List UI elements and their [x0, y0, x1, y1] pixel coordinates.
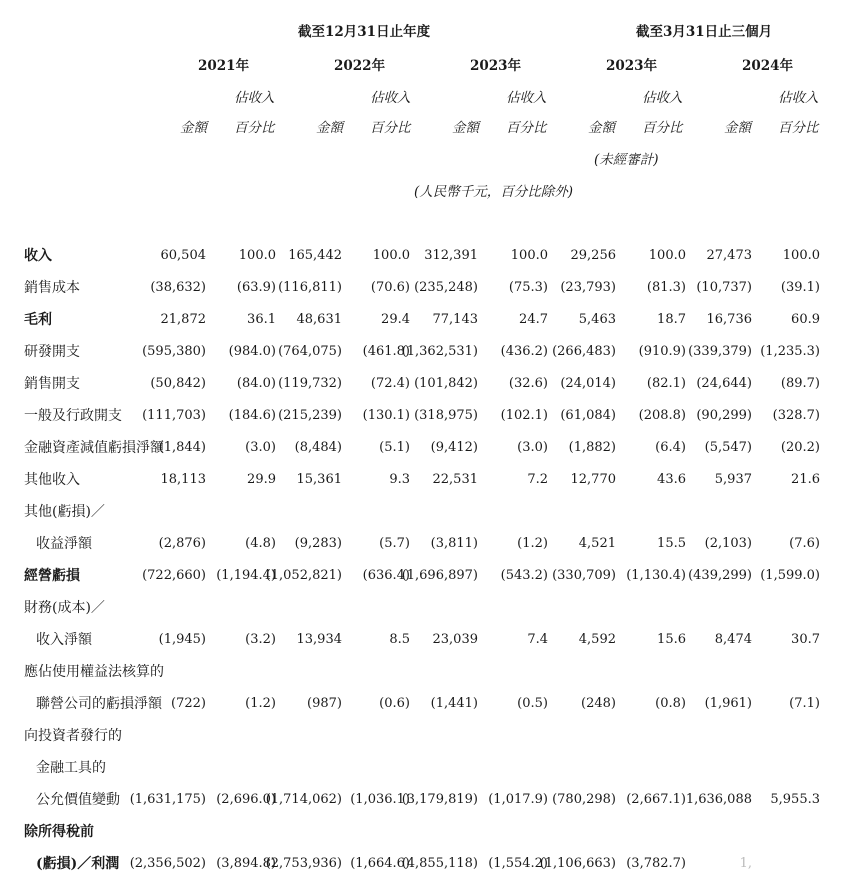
- pct-header-line1: 佔收入: [370, 90, 411, 106]
- percent-cell: (130.1): [362, 408, 410, 423]
- amount-cell: 29,256: [570, 248, 616, 263]
- amount-header: 金額: [452, 120, 479, 136]
- amount-cell: (2,876): [158, 536, 206, 551]
- amount-cell: (61,084): [560, 408, 616, 423]
- percent-cell: 7.2: [527, 472, 548, 487]
- amount-cell: (1,945): [158, 632, 206, 647]
- percent-cell: (102.1): [500, 408, 548, 423]
- amount-cell: 18,113: [160, 472, 206, 487]
- percent-cell: (2,696.0): [216, 792, 276, 807]
- amount-cell: 27,473: [706, 248, 752, 263]
- percent-cell: (89.7): [780, 376, 820, 391]
- amount-cell: 165,442: [288, 248, 342, 263]
- percent-cell: (32.6): [508, 376, 548, 391]
- amount-cell: (24,644): [696, 376, 752, 391]
- amount-cell: 77,143: [432, 312, 478, 327]
- percent-cell: (0.5): [517, 696, 548, 711]
- currency-note: (人民幣千元，百分比除外): [414, 184, 574, 200]
- pct-header-line2: 百分比: [642, 120, 683, 136]
- percent-cell: (0.8): [655, 696, 686, 711]
- percent-cell: 15.5: [657, 536, 686, 551]
- percent-cell: (3,782.7): [626, 856, 686, 871]
- group-header-year: 截至12月31日止年度: [298, 24, 431, 40]
- amount-cell: (9,283): [294, 536, 342, 551]
- percent-cell: (81.3): [646, 280, 686, 295]
- percent-cell: (910.9): [638, 344, 686, 359]
- amount-cell: (722): [171, 696, 206, 711]
- percent-cell: (208.8): [638, 408, 686, 423]
- amount-cell: (50,842): [150, 376, 206, 391]
- amount-cell: (780,298): [552, 792, 616, 807]
- amount-cell: (24,014): [560, 376, 616, 391]
- row-label: 收入: [24, 248, 52, 264]
- amount-cell: 22,531: [432, 472, 478, 487]
- percent-cell: 5,955.3: [770, 792, 820, 807]
- row-label: 收入淨額: [36, 632, 92, 648]
- percent-cell: (1,017.9): [488, 792, 548, 807]
- percent-cell: (0.6): [379, 696, 410, 711]
- row-label: 銷售成本: [24, 280, 80, 296]
- amount-cell: 4,521: [578, 536, 616, 551]
- row-label: 其他(虧損)／: [24, 504, 105, 520]
- amount-cell: (1,106,663): [539, 856, 616, 871]
- row-label: 一般及行政開支: [24, 408, 122, 424]
- amount-cell: (119,732): [278, 376, 342, 391]
- amount-cell: (10,737): [696, 280, 752, 295]
- row-label: 金融工具的: [36, 760, 106, 776]
- percent-cell: (984.0): [228, 344, 276, 359]
- amount-cell: (339,379): [688, 344, 752, 359]
- amount-cell: 5,463: [578, 312, 616, 327]
- percent-cell: (5.7): [379, 536, 410, 551]
- year-header: 2021年: [198, 58, 250, 74]
- amount-cell: (3,811): [430, 536, 478, 551]
- amount-cell: (38,632): [150, 280, 206, 295]
- percent-cell: (72.4): [370, 376, 410, 391]
- group-header-quarter: 截至3月31日止三個月: [636, 24, 773, 40]
- row-label: 金融資產減值虧損淨額: [24, 440, 164, 456]
- amount-cell: (5,547): [704, 440, 752, 455]
- percent-cell: 60.9: [791, 312, 820, 327]
- amount-cell: (2,356,502): [129, 856, 206, 871]
- amount-cell: (722,660): [142, 568, 206, 583]
- percent-cell: (1,235.3): [760, 344, 820, 359]
- percent-cell: 100.0: [372, 248, 410, 263]
- percent-cell: (4.8): [245, 536, 276, 551]
- amount-cell: 4,592: [578, 632, 616, 647]
- amount-cell: 23,039: [432, 632, 478, 647]
- percent-cell: (2,667.1): [626, 792, 686, 807]
- unaudited-note: (未經審計): [594, 152, 659, 168]
- amount-cell: (1,362,531): [401, 344, 478, 359]
- amount-cell: 5,937: [714, 472, 752, 487]
- percent-cell: (70.6): [370, 280, 410, 295]
- percent-cell: 18.7: [657, 312, 686, 327]
- percent-cell: 43.6: [657, 472, 686, 487]
- percent-cell: 9.3: [389, 472, 410, 487]
- percent-cell: 30.7: [791, 632, 820, 647]
- percent-cell: 36.1: [247, 312, 276, 327]
- pct-header-line1: 佔收入: [506, 90, 547, 106]
- amount-header: 金額: [180, 120, 207, 136]
- percent-cell: (63.9): [236, 280, 276, 295]
- percent-cell: (3.0): [517, 440, 548, 455]
- amount-cell: 13,934: [296, 632, 342, 647]
- percent-cell: 24.7: [519, 312, 548, 327]
- row-label: 財務(成本)／: [24, 600, 105, 616]
- amount-cell: (330,709): [552, 568, 616, 583]
- amount-cell: 21,872: [160, 312, 206, 327]
- percent-cell: (543.2): [500, 568, 548, 583]
- percent-cell: (7.1): [789, 696, 820, 711]
- amount-cell: (111,703): [142, 408, 206, 423]
- amount-cell: (439,299): [688, 568, 752, 583]
- row-label: 公允價值變動: [36, 792, 120, 808]
- row-label: 聯營公司的虧損淨額: [36, 696, 162, 712]
- percent-cell: (1,554.2): [488, 856, 548, 871]
- row-label: 研發開支: [24, 344, 80, 360]
- amount-cell: (215,239): [278, 408, 342, 423]
- row-label: 毛利: [24, 312, 52, 328]
- amount-cell: (595,380): [142, 344, 206, 359]
- pct-header-line2: 百分比: [778, 120, 819, 136]
- percent-cell: (1,194.4): [216, 568, 276, 583]
- percent-cell: 7.4: [527, 632, 548, 647]
- amount-cell: (1,631,175): [129, 792, 206, 807]
- amount-cell: (23,793): [560, 280, 616, 295]
- percent-cell: 29.9: [247, 472, 276, 487]
- percent-cell: (1,599.0): [760, 568, 820, 583]
- percent-cell: (436.2): [500, 344, 548, 359]
- percent-cell: (3,894.8): [216, 856, 276, 871]
- percent-cell: (82.1): [646, 376, 686, 391]
- percent-cell: (7.6): [789, 536, 820, 551]
- row-label: 向投資者發行的: [24, 728, 122, 744]
- percent-cell: (1.2): [245, 696, 276, 711]
- percent-cell: (328.7): [772, 408, 820, 423]
- percent-cell: (75.3): [508, 280, 548, 295]
- row-label: (虧損)／利潤: [36, 856, 120, 872]
- year-header: 2024年: [742, 58, 794, 74]
- percent-cell: (5.1): [379, 440, 410, 455]
- amount-cell: (8,484): [294, 440, 342, 455]
- percent-cell: (636.4): [362, 568, 410, 583]
- row-label: 應佔使用權益法核算的: [24, 664, 164, 680]
- amount-cell: 12,770: [570, 472, 616, 487]
- pct-header-line2: 百分比: [506, 120, 547, 136]
- amount-cell: (1,882): [568, 440, 616, 455]
- amount-cell: (764,075): [278, 344, 342, 359]
- amount-cell: 16,736: [706, 312, 752, 327]
- amount-cell: (90,299): [696, 408, 752, 423]
- pct-header-line2: 百分比: [370, 120, 411, 136]
- percent-cell: (184.6): [228, 408, 276, 423]
- percent-cell: 100.0: [238, 248, 276, 263]
- amount-cell: (248): [581, 696, 616, 711]
- amount-cell: 15,361: [296, 472, 342, 487]
- pct-header-line1: 佔收入: [234, 90, 275, 106]
- amount-cell: (235,248): [414, 280, 478, 295]
- amount-cell: 1,: [739, 856, 752, 871]
- pct-header-line2: 百分比: [234, 120, 275, 136]
- percent-cell: (6.4): [655, 440, 686, 455]
- amount-cell: (116,811): [278, 280, 342, 295]
- amount-cell: (266,483): [552, 344, 616, 359]
- percent-cell: 15.6: [657, 632, 686, 647]
- row-label: 銷售開支: [24, 376, 80, 392]
- amount-header: 金額: [588, 120, 615, 136]
- percent-cell: (20.2): [780, 440, 820, 455]
- year-header: 2023年: [470, 58, 522, 74]
- amount-cell: (1,052,821): [265, 568, 342, 583]
- percent-cell: 100.0: [510, 248, 548, 263]
- percent-cell: (3.0): [245, 440, 276, 455]
- amount-cell: (1,441): [430, 696, 478, 711]
- amount-cell: (987): [307, 696, 342, 711]
- percent-cell: (1,664.6): [350, 856, 410, 871]
- amount-cell: (1,696,897): [401, 568, 478, 583]
- amount-cell: (4,855,118): [401, 856, 478, 871]
- percent-cell: 100.0: [648, 248, 686, 263]
- percent-cell: (39.1): [780, 280, 820, 295]
- pct-header-line1: 佔收入: [778, 90, 819, 106]
- year-header: 2022年: [334, 58, 386, 74]
- amount-cell: (1,961): [704, 696, 752, 711]
- percent-cell: 21.6: [791, 472, 820, 487]
- row-label: 收益淨額: [36, 536, 92, 552]
- amount-cell: (3,179,819): [401, 792, 478, 807]
- percent-cell: (461.8): [362, 344, 410, 359]
- percent-cell: (3.2): [245, 632, 276, 647]
- amount-cell: (2,753,936): [265, 856, 342, 871]
- amount-cell: (101,842): [414, 376, 478, 391]
- row-label: 其他收入: [24, 472, 80, 488]
- amount-cell: 1,636,088: [685, 792, 752, 807]
- amount-cell: (1,844): [158, 440, 206, 455]
- amount-cell: (318,975): [414, 408, 478, 423]
- row-label: 除所得稅前: [24, 824, 94, 840]
- percent-cell: (84.0): [236, 376, 276, 391]
- row-label: 經營虧損: [24, 568, 80, 584]
- amount-cell: 312,391: [424, 248, 478, 263]
- pct-header-line1: 佔收入: [642, 90, 683, 106]
- amount-header: 金額: [316, 120, 343, 136]
- amount-cell: 48,631: [296, 312, 342, 327]
- percent-cell: (1,130.4): [626, 568, 686, 583]
- year-header: 2023年: [606, 58, 658, 74]
- amount-header: 金額: [724, 120, 751, 136]
- amount-cell: (2,103): [704, 536, 752, 551]
- amount-cell: (1,714,062): [265, 792, 342, 807]
- amount-cell: 60,504: [160, 248, 206, 263]
- percent-cell: (1,036.1): [350, 792, 410, 807]
- percent-cell: 8.5: [389, 632, 410, 647]
- percent-cell: 29.4: [381, 312, 410, 327]
- amount-cell: 8,474: [714, 632, 752, 647]
- amount-cell: (9,412): [430, 440, 478, 455]
- percent-cell: 100.0: [782, 248, 820, 263]
- percent-cell: (1.2): [517, 536, 548, 551]
